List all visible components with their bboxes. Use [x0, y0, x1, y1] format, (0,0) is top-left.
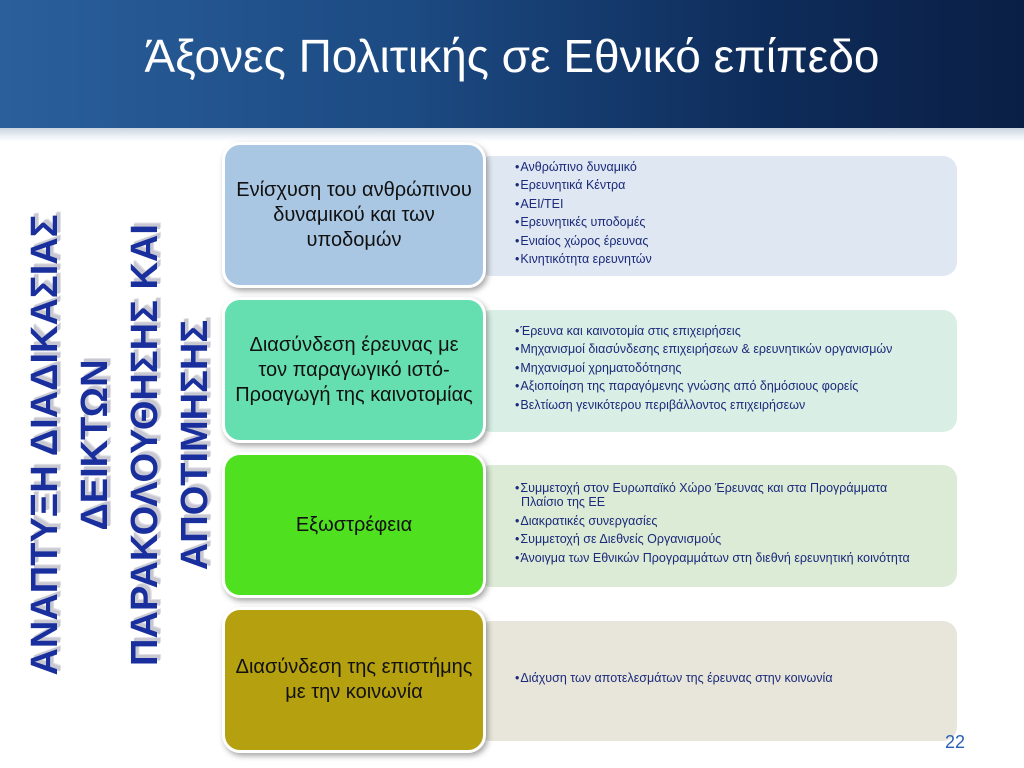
side-label-line: ΔΕΙΚΤΩΝ — [74, 359, 116, 531]
bullet-item: • Αξιοποίηση της παραγόμενης γνώσης από δημόσιους φορείς — [510, 379, 910, 394]
bullet-item: • Ανθρώπινο δυναμικό — [510, 160, 910, 175]
page-number: 22 — [944, 732, 965, 752]
side-label-line: ΑΝΑΠΤΥΞΗ ΔΙΑΔΙΚΑΣΙΑΣ — [24, 214, 66, 676]
bullet-item: • Ερευνητικές υποδομές — [510, 215, 910, 230]
side-vertical-label — [15, 165, 225, 725]
policy-box-human-resources: Ενίσχυση του ανθρώπινου δυναμικού και των υποδομών — [222, 142, 486, 288]
policy-box-extroversion: Εξωστρέφεια — [222, 452, 486, 598]
bullet-item: • Συμμετοχή σε Διεθνείς Οργανισμούς — [510, 532, 910, 547]
policy-row-science-society — [222, 607, 962, 753]
header-divider — [0, 128, 1024, 142]
slide-title: Άξονες Πολιτικής σε Εθνικό επίπεδο — [144, 30, 880, 82]
policy-row-research-production — [222, 297, 962, 443]
bullet-list — [510, 452, 910, 598]
bullet-item: • Άνοιγμα των Εθνικών Προγραμμάτων στη διεθνή ερευνητική κοινότητα — [510, 551, 910, 566]
bullet-list — [510, 142, 910, 288]
bullet-list — [510, 607, 910, 753]
bullet-item: • Κινητικότητα ερευνητών — [510, 252, 910, 267]
bullet-item: • Ενιαίος χώρος έρευνας — [510, 234, 910, 249]
bullet-item: • Διακρατικές συνεργασίες — [510, 514, 910, 529]
policy-row-extroversion — [222, 452, 962, 598]
side-label-line: ΠΑΡΑΚΟΛΟΥΘΗΣΗΣ ΚΑΙ — [124, 224, 166, 666]
policy-box-research-production: Διασύνδεση έρευνας με τον παραγωγικό ιστό-Προαγωγή της καινοτομίας — [222, 297, 486, 443]
bullet-list — [510, 297, 910, 443]
bullet-item: • Ερευνητικά Κέντρα — [510, 178, 910, 193]
bullet-item: • Έρευνα και καινοτομία στις επιχειρήσεις — [510, 324, 910, 339]
bullet-item: • Μηχανισμοί χρηματοδότησης — [510, 361, 910, 376]
bullet-item: • ΑΕΙ/ΤΕΙ — [510, 197, 910, 212]
bullet-item: • Συμμετοχή στον Ευρωπαϊκό Χώρο Έρευνας και στα Προγράμματα Πλαίσιο της ΕΕ — [510, 481, 910, 510]
bullet-item: • Μηχανισμοί διασύνδεσης επιχειρήσεων & ερευνητικών οργανισμών — [510, 342, 910, 357]
policy-row-human-resources — [222, 142, 962, 288]
policy-box-science-society: Διασύνδεση της επιστήμης με την κοινωνία — [222, 607, 486, 753]
bullet-item: • Βελτίωση γενικότερου περιβάλλοντος επιχειρήσεων — [510, 398, 910, 413]
side-label-line: ΑΠΟΤΙΜΗΣΗΣ — [174, 319, 216, 571]
bullet-item: • Διάχυση των αποτελεσμάτων της έρευνας στην κοινωνία — [510, 671, 910, 686]
